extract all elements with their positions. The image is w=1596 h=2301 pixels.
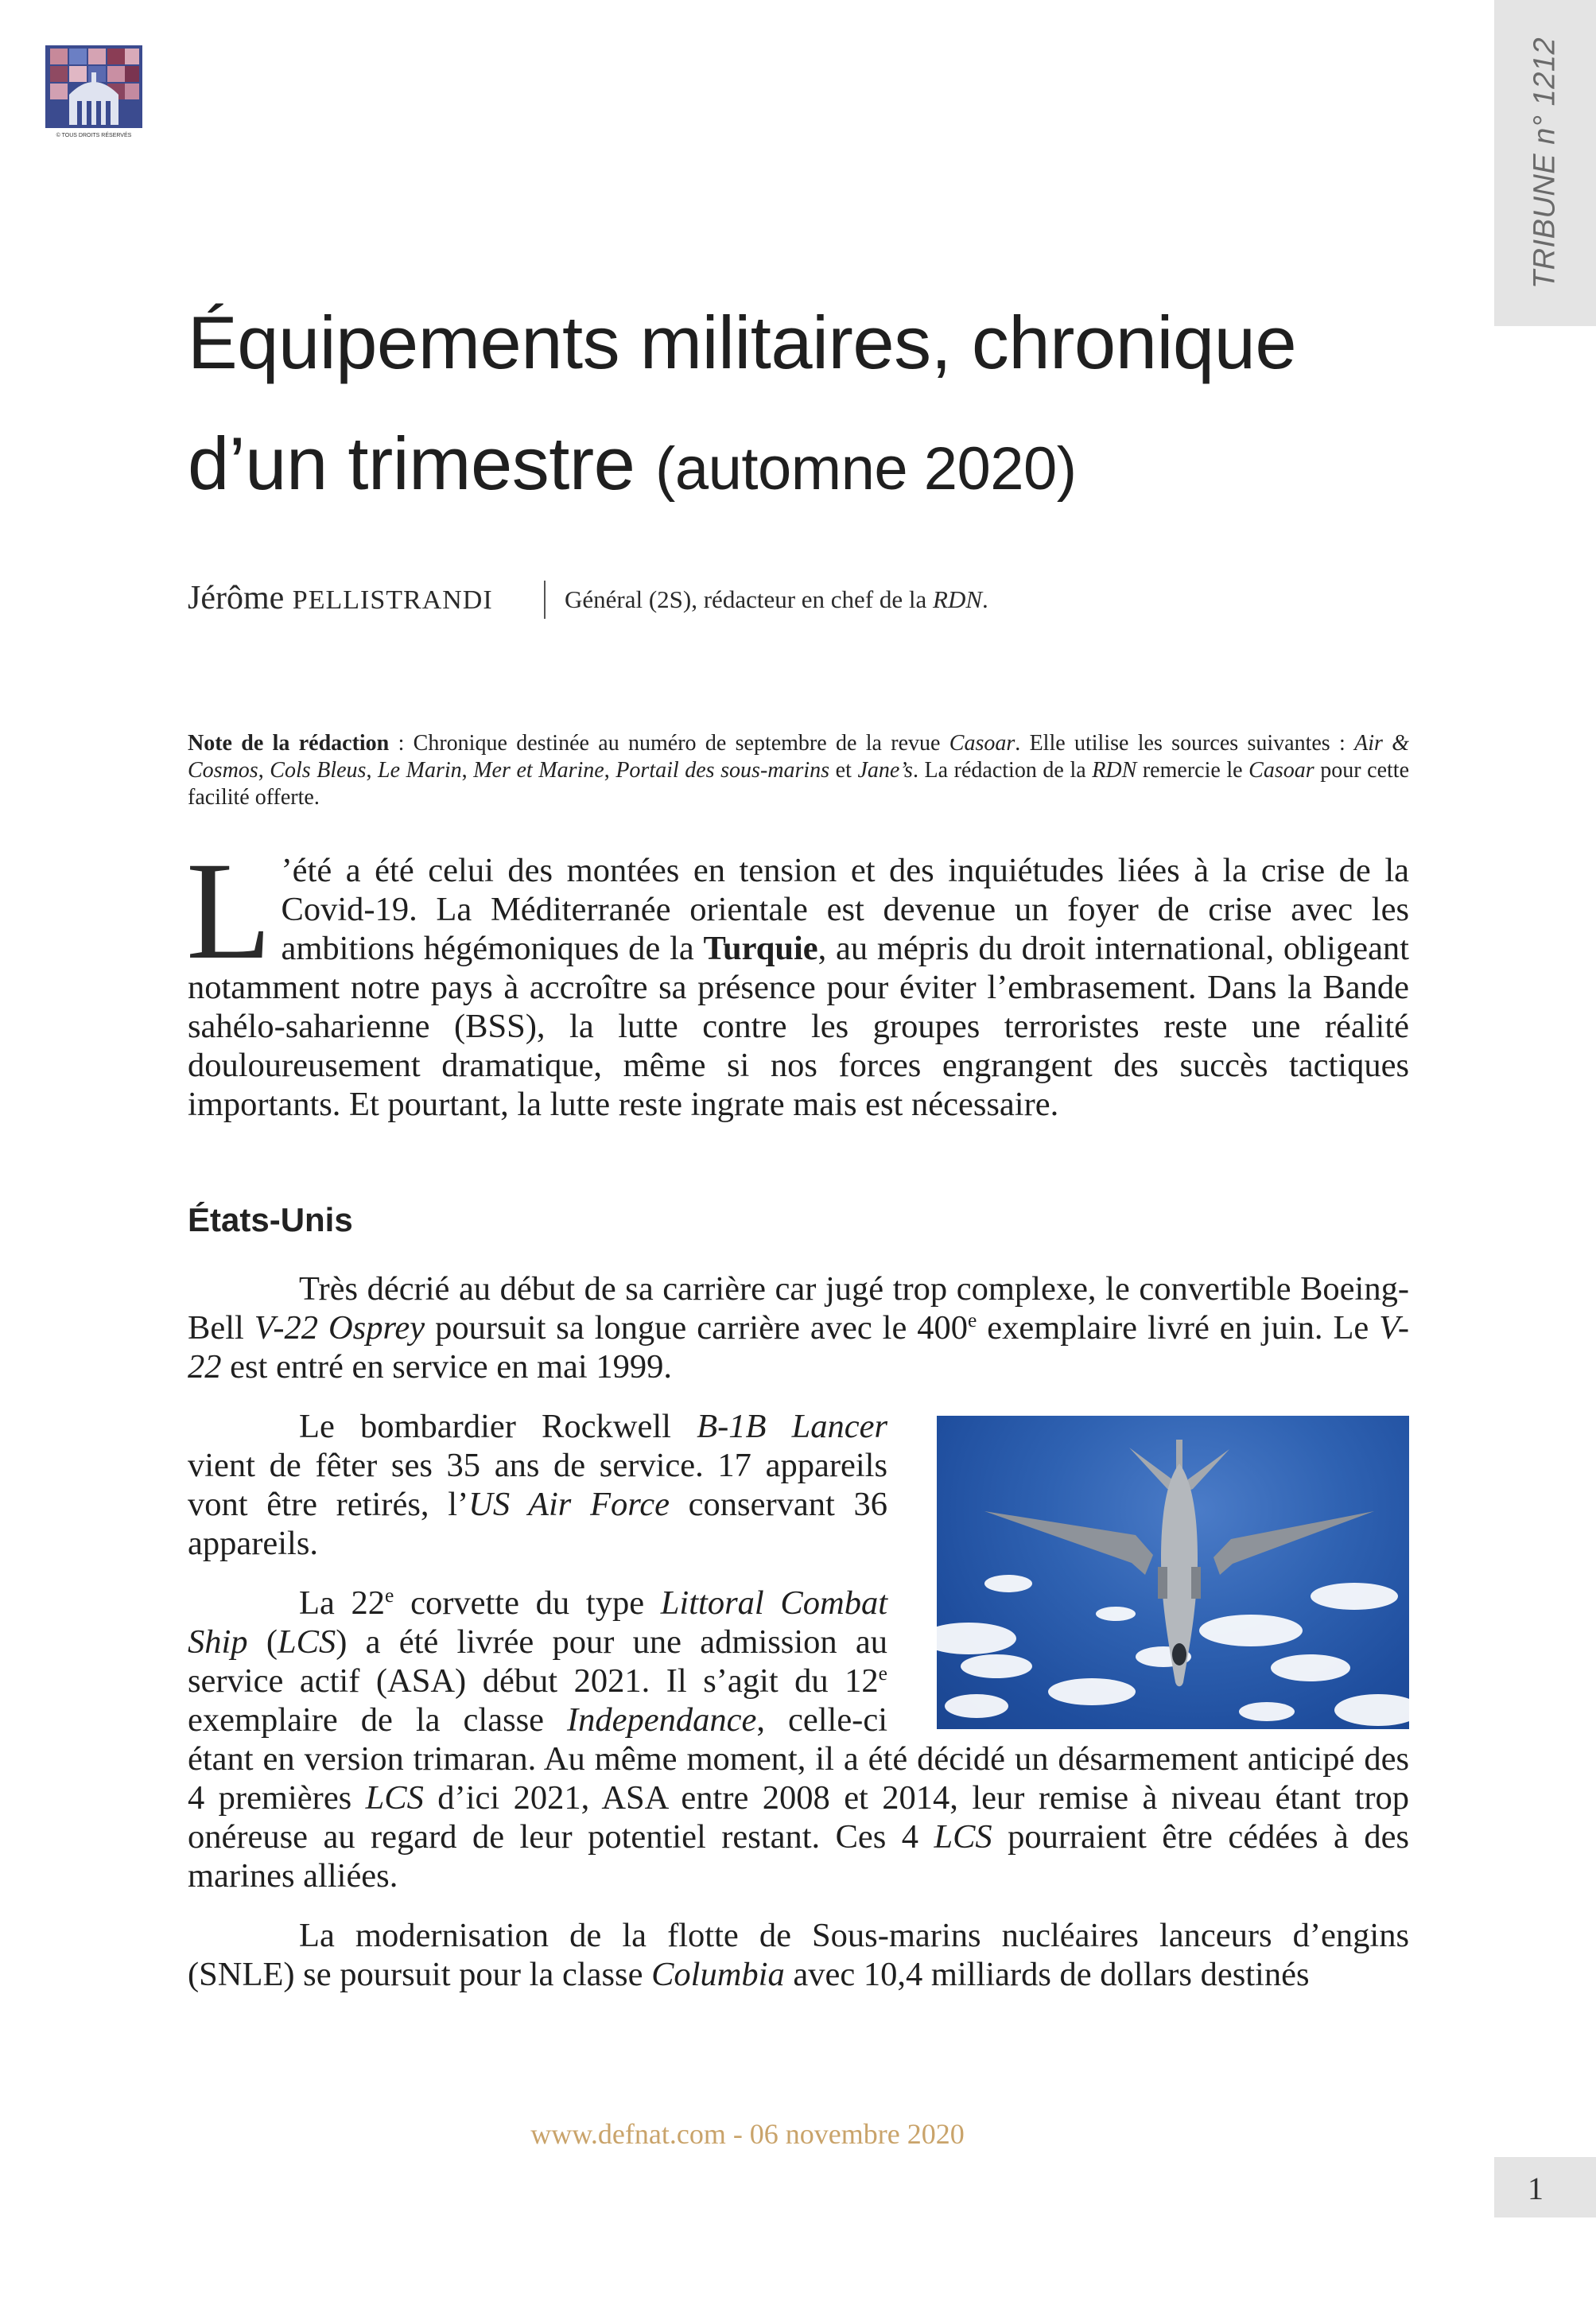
- paragraph-italic: Littoral Combat Ship: [188, 1584, 888, 1661]
- author-divider: [544, 581, 546, 619]
- note-text: et: [829, 758, 858, 783]
- superscript: e: [968, 1308, 977, 1331]
- note-text: pour cette facilité offerte.: [188, 758, 1409, 810]
- section-heading: États-Unis: [188, 1201, 353, 1238]
- superscript: e: [385, 1583, 394, 1607]
- paragraph-text: ) a été livrée pour une admission au service actif (ASA) début 2021. Il s’agit du 12: [188, 1623, 887, 1700]
- author-role-end: .: [982, 585, 988, 613]
- note-text: : Chronique destinée au numéro de septembre de la revue: [389, 731, 949, 756]
- paragraph-text: est entré en service en mai 1999.: [221, 1348, 672, 1386]
- tribune-number: TRIBUNE n° 1212: [1528, 37, 1562, 290]
- paragraph-italic: V-22 Osprey: [254, 1309, 425, 1347]
- paragraph-italic: LCS: [277, 1623, 336, 1661]
- footer-url-date[interactable]: www.defnat.com - 06 novembre 2020: [530, 2118, 965, 2150]
- paragraph-italic: US Air Force: [468, 1486, 670, 1523]
- note-text: ,: [258, 758, 270, 783]
- note-label: Note de la rédaction: [188, 731, 390, 756]
- editorial-note: [188, 730, 1409, 811]
- note-text: ,: [461, 758, 474, 783]
- note-text: . Elle utilise les sources suivantes :: [1015, 731, 1355, 756]
- note-text: remercie le: [1136, 758, 1249, 783]
- paragraph-text: pourraient être cédées à des marines alliées.: [188, 1818, 1409, 1895]
- title-season: (automne 2020): [655, 435, 1077, 503]
- note-source: Mer et Marine: [473, 758, 604, 783]
- paragraph-snle: [188, 1916, 1409, 1994]
- intro-text: , au mépris du droit international, obligeant notamment notre pays à accroître sa présence pour éviter l’embrasement. Dans la Bande sahélo-saharienne (BSS), la lutte contre les groupes terroristes reste une réalité douloureusement dramatique, même si nos forces engrangent des succès tactiques importants. Et pourtant, la lutte reste ingrate mais est nécessaire.: [188, 930, 1409, 1123]
- note-source: Cols Bleus: [270, 758, 367, 783]
- logo-caption: © TOUS DROITS RÉSERVÉS: [56, 133, 132, 138]
- article-body: [188, 1269, 1409, 2015]
- paragraph-italic: Independance: [567, 1701, 757, 1739]
- page-number-tab: [1494, 2157, 1596, 2217]
- note-source: Air & Cosmos: [188, 731, 1409, 783]
- rdn-logo: [45, 45, 142, 141]
- article-title: [188, 282, 1428, 530]
- author-role-text: Général (2S), rédacteur en chef de la: [565, 585, 927, 613]
- paragraph-italic: V-22: [188, 1309, 1410, 1386]
- author-role-journal: RDN: [933, 585, 983, 613]
- note-casoar: Casoar: [949, 731, 1015, 756]
- paragraph-text: La 22: [299, 1584, 386, 1622]
- paragraph-text: avec 10,4 milliards de dollars destinés: [784, 1956, 1310, 1993]
- author-name: [188, 579, 493, 617]
- paragraph-text: poursuit sa longue carrière avec le 400: [425, 1309, 968, 1347]
- title-line-2: d’un trimestre: [188, 422, 635, 505]
- author-role: [565, 585, 988, 614]
- paragraph-text: , celle-ci étant en version trimaran. Au même moment, il a été décidé un désarmement anticipé des 4 premières: [188, 1701, 1409, 1817]
- paragraph-italic: B-1B Lancer: [697, 1408, 888, 1445]
- paragraph-text: (: [247, 1623, 278, 1661]
- intro-text: ’été a été celui des montées en tension et des inquiétudes liées à la crise de la Covid-19. La Méditerranée orientale est devenue un foyer de crise avec les ambitions hégémoniques de la: [281, 852, 1409, 967]
- paragraph-italic: Columbia: [651, 1956, 785, 1993]
- paragraph-text: conservant 36 appareils.: [188, 1486, 887, 1562]
- title-line-1: Équipements militaires, chronique: [188, 301, 1297, 384]
- note-source: Jane’s: [857, 758, 913, 783]
- note-text: ,: [366, 758, 379, 783]
- note-text: ,: [604, 758, 616, 783]
- note-text: . La rédaction de la: [912, 758, 1093, 783]
- paragraph-text: vient de fêter ses 35 ans de service. 17 appareils vont être retirés, l’: [188, 1447, 887, 1523]
- note-casoar: Casoar: [1248, 758, 1314, 783]
- b1b-bomber-photo: [937, 1416, 1409, 1729]
- paragraph-italic: LCS: [365, 1779, 424, 1817]
- paragraph-v22: [188, 1269, 1409, 1386]
- paragraph-text: corvette du type: [394, 1584, 661, 1622]
- tribune-tab: [1494, 0, 1596, 326]
- paragraph-text: d’ici 2021, ASA entre 2008 et 2014, leur remise à niveau étant trop onéreuse au regard de leur potentiel restant. Ces 4: [188, 1779, 1409, 1856]
- paragraph-italic: LCS: [934, 1818, 992, 1856]
- note-source: Le Marin: [378, 758, 462, 783]
- paragraph-text: exemplaire de la classe: [188, 1701, 567, 1739]
- note-rdn: RDN: [1092, 758, 1137, 783]
- paragraph-text: exemplaire livré en juin. Le: [977, 1309, 1380, 1347]
- page-number: 1: [1528, 2171, 1544, 2206]
- author-first-name: Jérôme: [188, 580, 285, 616]
- drop-cap: L: [186, 834, 272, 989]
- paragraph-text: Le bombardier Rockwell: [299, 1408, 697, 1445]
- intro-bold-country: Turquie: [703, 930, 818, 967]
- paragraph-text: La modernisation de la flotte de Sous-marins nucléaires lanceurs d’engins (SNLE) se poursuit pour la classe: [188, 1917, 1409, 1993]
- paragraph-text: Très décrié au début de sa carrière car jugé trop complexe, le convertible Boeing-Bell: [188, 1270, 1409, 1347]
- bomber-silhouette: [937, 1416, 1409, 1729]
- note-source: Portail des sous-marins: [615, 758, 830, 783]
- superscript: e: [878, 1661, 887, 1685]
- intro-paragraph: [186, 834, 1409, 1124]
- author-last-name: PELLISTRANDI: [292, 585, 493, 615]
